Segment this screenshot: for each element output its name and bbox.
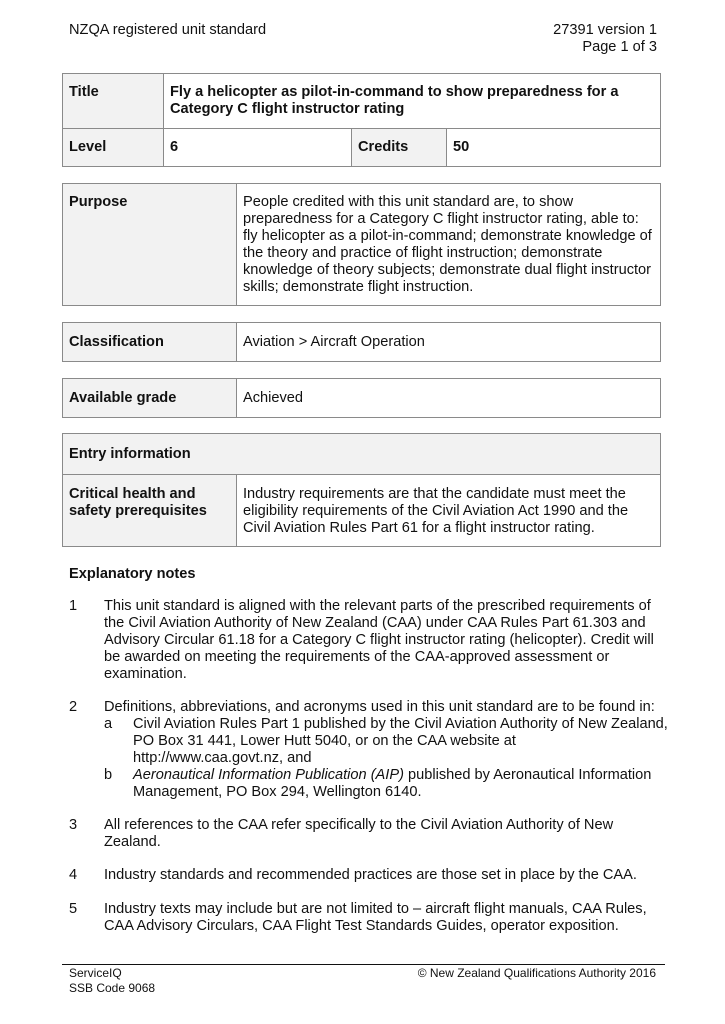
subitem-letter: b [104,767,113,783]
credits-label: Credits [352,129,447,167]
subitem-text: Civil Aviation Rules Part 1 published by the Civil Aviation Authority of New Zealand, PO Box 31 441, Lower Hutt 5040, or on the CAA website at http://www.caa.govt.nz, and [133,716,668,766]
footer-left [69,966,155,996]
note-number: 4 [69,867,78,883]
level-credits-row [63,129,661,167]
grade-label: Available grade [63,379,237,418]
title-label: Title [63,74,164,129]
note-text: This unit standard is aligned with the relevant parts of the prescribed requirements of the Civil Aviation Authority of New Zealand (CAA) under CAA Rules Part 61.303 and Advisory Circular 61.18 for a Category C flight instructor rating (helicopter). Credit will be awarded on meeting the requirements of the CAA-approved assessment or examination. [104,598,654,682]
note-number: 3 [69,817,78,833]
credits-value: 50 [447,129,661,167]
grade-value: Achieved [237,379,661,418]
footer-divider [62,964,665,965]
level-label: Level [63,129,164,167]
entry-information-table [62,433,661,547]
note-text: Industry standards and recommended practices are those set in place by the CAA. [104,867,637,883]
note-subitem [104,767,669,801]
purpose-table [62,183,661,306]
prerequisites-value: Industry requirements are that the candidate must meet the eligibility requirements of the Civil Aviation Act 1990 and the Civil Aviation Rules Part 61 for a flight instructor rating. [237,475,661,547]
note-item [69,598,669,683]
note-number: 1 [69,598,78,614]
subitem-text: published by Aeronautical Information Management, PO Box 294, Wellington 6140. [133,767,652,800]
classification-table [62,322,661,362]
purpose-label: Purpose [63,184,237,306]
subitem-letter: a [104,716,113,732]
purpose-value: People credited with this unit standard are, to show preparedness for a Category C flight instructor rating, able to: fly helicopter as a pilot-in-command; demonstrate knowledge of the theory and practice of flight instruction; demonstrate knowledge of theory subjects; demonstrate dual flight instructor skills; demonstrate flight instruction. [237,184,661,306]
title-value: Fly a helicopter as pilot-in-command to show preparedness for a Category C flight instructor rating [164,74,661,129]
note-item [69,699,669,801]
note-text: Industry texts may include but are not limited to – aircraft flight manuals, CAA Rules, CAA Advisory Circulars, CAA Flight Test Standards Guides, operator exposition. [104,901,647,934]
footer-copyright: © New Zealand Qualifications Authority 2016 [417,966,656,980]
prerequisites-label: Critical health and safety prerequisites [63,475,237,547]
note-item [69,867,669,884]
note-number: 5 [69,901,78,917]
unit-version: 27391 version 1 [553,22,657,38]
note-item [69,817,669,851]
classification-value: Aviation > Aircraft Operation [237,323,661,362]
note-text: All references to the CAA refer specifically to the Civil Aviation Authority of New Zealand. [104,817,614,850]
level-value: 6 [164,129,352,167]
summary-table [62,73,661,167]
explanatory-notes-title: Explanatory notes [69,566,196,582]
page-number: Page 1 of 3 [582,39,657,55]
note-item [69,901,669,935]
entry-heading: Entry information [63,434,661,475]
classification-label: Classification [63,323,237,362]
grade-table [62,378,661,418]
page-header-info [553,22,657,56]
footer-ssb-code: SSB Code 9068 [69,981,156,995]
note-subitem [104,716,669,767]
note-number: 2 [69,699,78,715]
footer-org: ServiceIQ [69,966,122,980]
title-row [63,74,661,129]
note-text: Definitions, abbreviations, and acronyms used in this unit standard are to be found in: [104,699,655,715]
aip-title: Aeronautical Information Publication (AIP) [133,767,404,783]
document-type: NZQA registered unit standard [69,22,267,38]
